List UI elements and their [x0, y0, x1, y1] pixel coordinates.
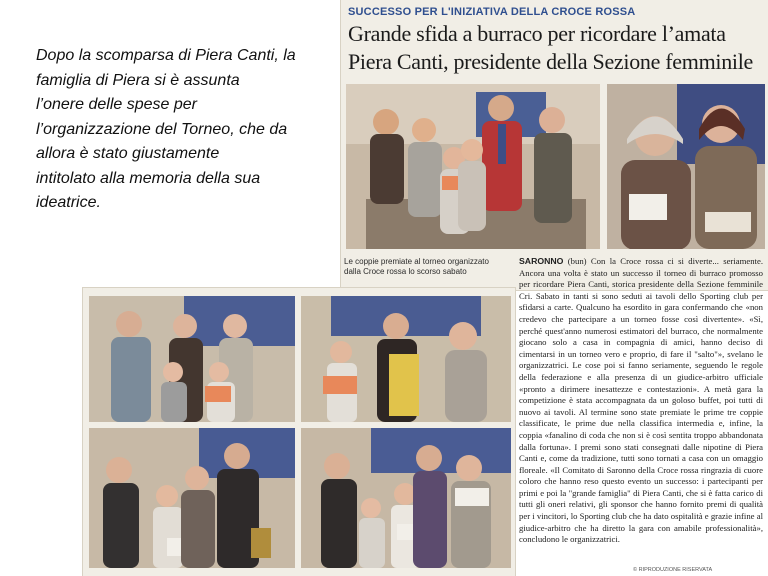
- intro-paragraph: [36, 44, 336, 216]
- photo-group-with-bags: [89, 428, 295, 568]
- photo-two-women: [607, 84, 765, 249]
- intro-line: Dopo la scomparsa di Piera Canti, la: [36, 47, 296, 64]
- intro-line: famiglia di Piera si è assunta: [36, 71, 240, 89]
- copyright-note: © RIPRODUZIONE RISERVATA: [633, 567, 713, 573]
- article-body: [519, 256, 763, 546]
- intro-line: l’onere delle spese per: [36, 96, 197, 113]
- intro-line: allora è stato giustamente: [36, 145, 220, 162]
- article-dateline: SARONNO: [519, 256, 564, 266]
- intro-line: ideatrice.: [36, 194, 101, 211]
- photo-family-group: [89, 296, 295, 422]
- article-text: Con la Croce rossa ci si diverte... seriamente. Ancora una volta è stato un successo il torneo di burraco promosso per ricordare Piera Canti, storica presidente della Sezione femminile Cri. Sabato in tanti si sono seduti ai tavoli dello Sporting club per sfidarsi a carte. Qualcuno ha esordito in gara confermando che «non credevo che partecipare a un torneo fosse così divertente». «Sì, perché quest'anno numerosi estimatori del burraco, che normalmente giocano solo a casa in compagnia di amici, hanno deciso di cimentarsi in un torneo vero e proprio, di fare il "salto"», svelano le organizzatrici. Le cose poi si fanno seriamente, seguendo le regole della federazione e alla presenza di un giudice-arbitro ufficiale «pronto a dirimere inesattezze e contestazioni». A metà gara la competizione è stata accompagnata da un goloso buffet, poi tutti di nuovo ai tavoli. Al termine sono state premiate le prime tre coppie classificate, le prime due nella classifica intermedia e, infine, la coppia «fanalino di coda che non si è così sentita troppo abbandonata dalla fortuna». I premi sono stati consegnati dalle nipotine di Piera Canti e, come da tradizione, tutti sono tornati a casa con un omaggio floreale. «Il Comitato di Saronno della Croce rossa ringrazia di cuore coloro che hanno reso questo evento un successo: i partecipanti per primi e poi la "grande famiglia" di Piera Canti, che si è fatta carico di tutti gli oneri relativi, gli sponsor che hanno fornito premi di qualità per i vincitori, lo Sporting club che ha dato ospitalità e grazie infine al giudice-arbitro che ha diretto la gara con amabile professionalità», concludono le organizzatrici.: [519, 256, 763, 545]
- article-byline: (bun): [567, 256, 587, 266]
- caption-line: dalla Croce rossa lo scorso sabato: [344, 267, 467, 276]
- caption-line: Le coppie premiate al torneo organizzato: [344, 257, 489, 266]
- intro-line: intitolato alla memoria della sua: [36, 169, 261, 187]
- photo-winners-certificates: [301, 428, 511, 568]
- photo-award-group: [346, 84, 600, 249]
- article-kicker: SUCCESSO PER L'INIZIATIVA DELLA CROCE ROSSA: [348, 6, 636, 18]
- photo-prize-gift: [301, 296, 511, 422]
- headline-line: Piera Canti, presidente della Sezione femminile: [348, 49, 753, 74]
- article-headline: [348, 20, 763, 76]
- intro-line: l’organizzazione del Torneo, che da: [36, 120, 288, 138]
- headline-line: Grande sfida a burraco per ricordare l’amata: [348, 21, 726, 46]
- photo-caption: [344, 257, 514, 277]
